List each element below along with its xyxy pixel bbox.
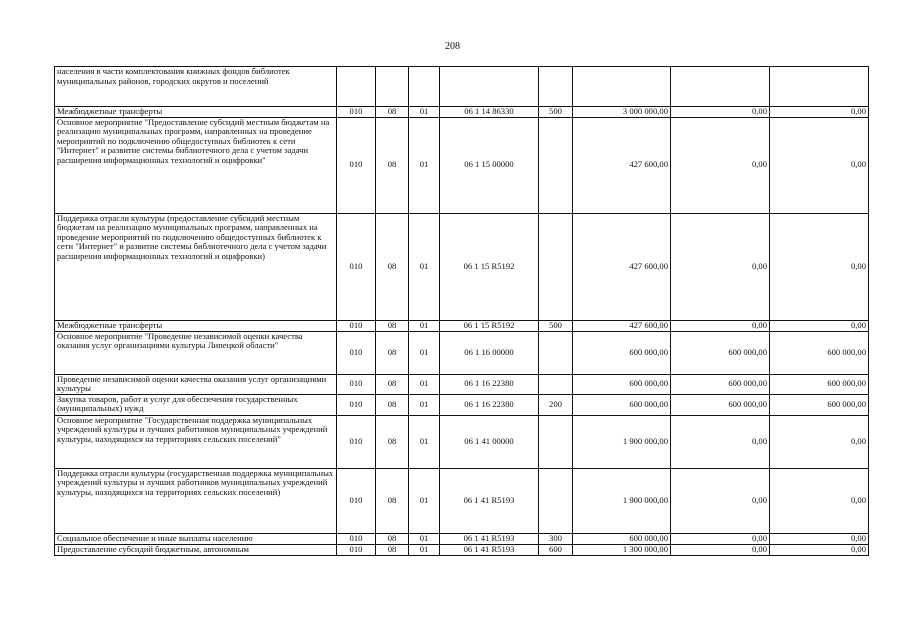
amount-year-3: 600 000,00 xyxy=(770,374,869,394)
section-code: 08 xyxy=(376,394,409,415)
subsection-code: 01 xyxy=(409,533,440,544)
page-number: 208 xyxy=(445,41,460,52)
table-row xyxy=(55,544,869,555)
amount-year-3: 0,00 xyxy=(770,533,869,544)
table-row xyxy=(55,213,869,320)
table-row xyxy=(55,117,869,213)
table-row xyxy=(55,394,869,415)
section-code xyxy=(376,67,409,107)
target-article-code: 06 1 15 R5192 xyxy=(440,213,539,320)
expense-name: Предоставление субсидий бюджетным, автономным xyxy=(55,544,337,555)
amount-year-2: 0,00 xyxy=(671,107,770,118)
ministry-code: 010 xyxy=(337,107,376,118)
amount-year-1: 427 600,00 xyxy=(573,213,671,320)
expense-type-code xyxy=(539,374,573,394)
expense-type-code: 300 xyxy=(539,533,573,544)
ministry-code: 010 xyxy=(337,415,376,468)
section-code: 08 xyxy=(376,544,409,555)
budget-table xyxy=(54,66,869,556)
ministry-code: 010 xyxy=(337,468,376,533)
subsection-code: 01 xyxy=(409,468,440,533)
expense-name: Поддержка отрасли культуры (предоставление субсидий местным бюджетам на реализацию муниципальных программ, направленных на проведение мероприятий по подключению общедоступных библиотек к сети "Интернет" и развитие системы библиотечного дела с учетом задачи расширения информационных технологий и оцифровки) xyxy=(55,213,337,320)
section-code: 08 xyxy=(376,107,409,118)
section-code: 08 xyxy=(376,468,409,533)
amount-year-1: 1 900 000,00 xyxy=(573,468,671,533)
subsection-code: 01 xyxy=(409,320,440,331)
amount-year-3: 0,00 xyxy=(770,117,869,213)
amount-year-2: 600 000,00 xyxy=(671,374,770,394)
table-row xyxy=(55,331,869,374)
expense-type-code xyxy=(539,213,573,320)
section-code: 08 xyxy=(376,320,409,331)
amount-year-1: 3 000 000,00 xyxy=(573,107,671,118)
amount-year-1 xyxy=(573,67,671,107)
target-article-code: 06 1 14 86330 xyxy=(440,107,539,118)
expense-type-code: 500 xyxy=(539,320,573,331)
amount-year-2 xyxy=(671,67,770,107)
target-article-code: 06 1 16 22380 xyxy=(440,374,539,394)
amount-year-1: 600 000,00 xyxy=(573,331,671,374)
expense-name: Поддержка отрасли культуры (государственная поддержка муниципальных учреждений культуры и лучших работников муниципальных учреждений культуры, находящихся на территориях сельских поселений) xyxy=(55,468,337,533)
table-row xyxy=(55,67,869,107)
subsection-code: 01 xyxy=(409,374,440,394)
expense-type-code: 200 xyxy=(539,394,573,415)
target-article-code: 06 1 41 00000 xyxy=(440,415,539,468)
expense-name: Основное мероприятие "Проведение независимой оценки качества оказания услуг организациями культуры Липецкой области" xyxy=(55,331,337,374)
amount-year-1: 427 600,00 xyxy=(573,117,671,213)
ministry-code: 010 xyxy=(337,331,376,374)
section-code: 08 xyxy=(376,331,409,374)
ministry-code: 010 xyxy=(337,394,376,415)
section-code: 08 xyxy=(376,213,409,320)
ministry-code: 010 xyxy=(337,533,376,544)
expense-name: Закупка товаров, работ и услуг для обеспечения государственных (муниципальных) нужд xyxy=(55,394,337,415)
amount-year-1: 1 300 000,00 xyxy=(573,544,671,555)
table-row xyxy=(55,374,869,394)
table-row xyxy=(55,468,869,533)
expense-type-code xyxy=(539,67,573,107)
amount-year-3: 0,00 xyxy=(770,320,869,331)
subsection-code: 01 xyxy=(409,213,440,320)
ministry-code: 010 xyxy=(337,374,376,394)
expense-type-code xyxy=(539,415,573,468)
expense-type-code xyxy=(539,468,573,533)
expense-type-code: 500 xyxy=(539,107,573,118)
amount-year-3: 600 000,00 xyxy=(770,331,869,374)
target-article-code: 06 1 15 R5192 xyxy=(440,320,539,331)
amount-year-2: 0,00 xyxy=(671,117,770,213)
subsection-code xyxy=(409,67,440,107)
target-article-code: 06 1 41 R5193 xyxy=(440,533,539,544)
amount-year-1: 1 900 000,00 xyxy=(573,415,671,468)
section-code: 08 xyxy=(376,533,409,544)
target-article-code: 06 1 41 R5193 xyxy=(440,468,539,533)
expense-name: Основное мероприятие "Государственная поддержка муниципальных учреждений культуры и лучших работников муниципальных учреждений культуры, находящихся на территориях сельских поселений" xyxy=(55,415,337,468)
amount-year-3: 0,00 xyxy=(770,468,869,533)
expense-name: населения в части комплектования книжных фондов библиотек муниципальных районов, городских округов и поселений xyxy=(55,67,337,107)
amount-year-1: 600 000,00 xyxy=(573,533,671,544)
expense-name: Социальное обеспечение и иные выплаты населению xyxy=(55,533,337,544)
amount-year-2: 0,00 xyxy=(671,468,770,533)
target-article-code: 06 1 16 22380 xyxy=(440,394,539,415)
subsection-code: 01 xyxy=(409,415,440,468)
ministry-code: 010 xyxy=(337,320,376,331)
expense-name: Межбюджетные трансферты xyxy=(55,107,337,118)
amount-year-3: 0,00 xyxy=(770,213,869,320)
amount-year-3: 0,00 xyxy=(770,107,869,118)
expense-type-code xyxy=(539,117,573,213)
target-article-code xyxy=(440,67,539,107)
amount-year-1: 600 000,00 xyxy=(573,394,671,415)
subsection-code: 01 xyxy=(409,331,440,374)
amount-year-3: 0,00 xyxy=(770,415,869,468)
section-code: 08 xyxy=(376,415,409,468)
table-body xyxy=(55,67,869,556)
amount-year-3 xyxy=(770,67,869,107)
target-article-code: 06 1 41 R5193 xyxy=(440,544,539,555)
expense-type-code: 600 xyxy=(539,544,573,555)
amount-year-2: 600 000,00 xyxy=(671,331,770,374)
amount-year-1: 600 000,00 xyxy=(573,374,671,394)
amount-year-1: 427 600,00 xyxy=(573,320,671,331)
target-article-code: 06 1 15 00000 xyxy=(440,117,539,213)
table-row xyxy=(55,415,869,468)
expense-name: Проведение независимой оценки качества оказания услуг организациями культуры xyxy=(55,374,337,394)
amount-year-2: 0,00 xyxy=(671,320,770,331)
ministry-code xyxy=(337,67,376,107)
table-row xyxy=(55,320,869,331)
amount-year-3: 600 000,00 xyxy=(770,394,869,415)
amount-year-3: 0,00 xyxy=(770,544,869,555)
expense-name: Межбюджетные трансферты xyxy=(55,320,337,331)
amount-year-2: 0,00 xyxy=(671,213,770,320)
subsection-code: 01 xyxy=(409,107,440,118)
table-row xyxy=(55,533,869,544)
table-row xyxy=(55,107,869,118)
expense-type-code xyxy=(539,331,573,374)
amount-year-2: 0,00 xyxy=(671,415,770,468)
section-code: 08 xyxy=(376,117,409,213)
ministry-code: 010 xyxy=(337,213,376,320)
section-code: 08 xyxy=(376,374,409,394)
subsection-code: 01 xyxy=(409,394,440,415)
ministry-code: 010 xyxy=(337,117,376,213)
subsection-code: 01 xyxy=(409,117,440,213)
expense-name: Основное мероприятие "Предоставление субсидий местным бюджетам на реализацию муниципальных программ, направленных на проведение мероприятий по подключению общедоступных библиотек к сети "Интернет" и развитие системы библиотечного дела с учетом задачи расширения информационных технологий и оцифровки" xyxy=(55,117,337,213)
amount-year-2: 600 000,00 xyxy=(671,394,770,415)
target-article-code: 06 1 16 00000 xyxy=(440,331,539,374)
amount-year-2: 0,00 xyxy=(671,533,770,544)
ministry-code: 010 xyxy=(337,544,376,555)
amount-year-2: 0,00 xyxy=(671,544,770,555)
subsection-code: 01 xyxy=(409,544,440,555)
